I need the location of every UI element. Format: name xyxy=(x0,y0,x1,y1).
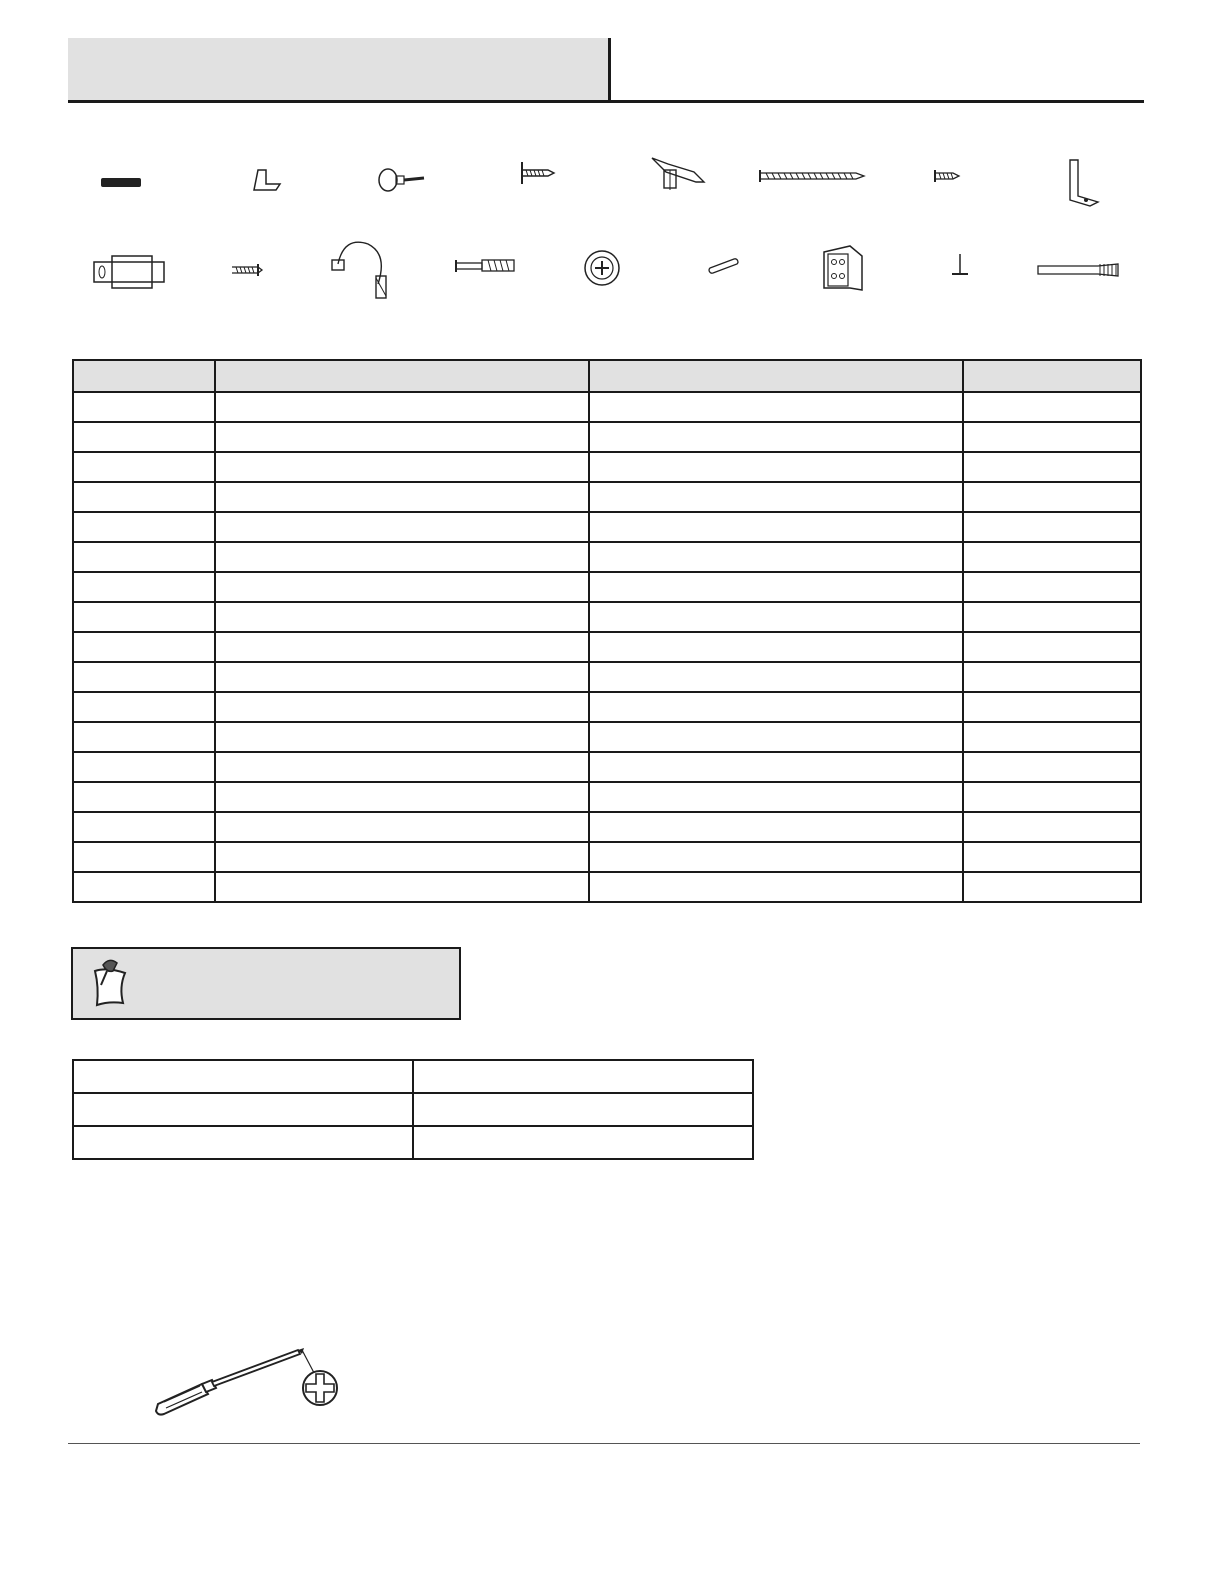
small-screw-icon xyxy=(932,168,962,184)
table-cell xyxy=(589,782,963,812)
table-cell xyxy=(73,572,215,602)
tiny-screw-icon xyxy=(230,264,264,276)
table-cell xyxy=(963,842,1141,872)
short-screw-icon xyxy=(518,160,558,186)
note-pin-icon xyxy=(87,955,137,1011)
knob-icon xyxy=(378,166,428,196)
table-cell xyxy=(73,812,215,842)
table-row xyxy=(73,842,1141,872)
table-cell xyxy=(73,1126,413,1159)
table-cell xyxy=(413,1093,753,1126)
table-cell xyxy=(215,392,589,422)
table-cell xyxy=(589,722,963,752)
header-rule xyxy=(68,100,1144,103)
table-cell xyxy=(73,482,215,512)
table-cell xyxy=(413,1060,753,1093)
table-cell xyxy=(963,512,1141,542)
table-row xyxy=(73,872,1141,902)
table-cell xyxy=(589,542,963,572)
hinge-icon xyxy=(648,154,708,194)
table-row xyxy=(73,722,1141,752)
table-cell xyxy=(963,722,1141,752)
table-row xyxy=(73,452,1141,482)
table-cell xyxy=(963,662,1141,692)
header-divider xyxy=(608,38,611,102)
table-cell xyxy=(589,392,963,422)
table-cell xyxy=(73,452,215,482)
table-cell xyxy=(215,752,589,782)
table-cell xyxy=(215,842,589,872)
table-row xyxy=(73,632,1141,662)
table-cell xyxy=(215,542,589,572)
table-cell xyxy=(73,602,215,632)
table-cell xyxy=(215,512,589,542)
table-cell xyxy=(963,452,1141,482)
table-cell xyxy=(963,782,1141,812)
table-cell xyxy=(73,842,215,872)
table-row xyxy=(73,1126,753,1159)
table-row xyxy=(73,482,1141,512)
table-cell xyxy=(73,1093,413,1126)
table-cell xyxy=(589,602,963,632)
table-cell xyxy=(215,452,589,482)
table-cell xyxy=(73,542,215,572)
nail-icon xyxy=(950,252,970,280)
table-row xyxy=(73,602,1141,632)
table-cell xyxy=(963,692,1141,722)
table-cell xyxy=(589,632,963,662)
table-row xyxy=(73,812,1141,842)
table-row xyxy=(73,752,1141,782)
table-cell xyxy=(73,1060,413,1093)
cam-lock-icon xyxy=(582,248,622,288)
header-cell-description-2 xyxy=(589,360,963,392)
long-screw-icon xyxy=(758,168,868,184)
table-cell xyxy=(589,452,963,482)
table-row xyxy=(73,392,1141,422)
table-cell xyxy=(963,632,1141,662)
table-cell xyxy=(215,782,589,812)
table-cell xyxy=(73,782,215,812)
hardware-row-2 xyxy=(68,238,1144,308)
table-cell xyxy=(73,392,215,422)
shelf-pin-icon xyxy=(248,166,288,194)
table-cell xyxy=(215,602,589,632)
table-cell xyxy=(73,512,215,542)
table-cell xyxy=(215,482,589,512)
table-row xyxy=(73,1093,753,1126)
anchor-icon xyxy=(1036,262,1122,278)
footer-rule xyxy=(68,1443,1140,1444)
table-row xyxy=(73,422,1141,452)
table-cell xyxy=(589,812,963,842)
header-cell-description xyxy=(215,360,589,392)
table-cell xyxy=(589,872,963,902)
table-cell xyxy=(589,572,963,602)
table-row xyxy=(73,572,1141,602)
table-cell xyxy=(589,662,963,692)
table-cell xyxy=(215,572,589,602)
table-cell xyxy=(963,392,1141,422)
table-cell xyxy=(215,632,589,662)
table-cell xyxy=(73,872,215,902)
table-row xyxy=(73,542,1141,572)
table-row xyxy=(73,662,1141,692)
parts-table-header xyxy=(73,360,1141,392)
anti-tip-strap-icon xyxy=(328,238,392,302)
table-cell xyxy=(73,692,215,722)
table-cell xyxy=(215,722,589,752)
phillips-screwdriver-icon xyxy=(150,1342,350,1422)
table-row xyxy=(73,692,1141,722)
hardware-row-1 xyxy=(68,150,1144,220)
table-cell xyxy=(215,812,589,842)
dowel-icon xyxy=(100,176,144,190)
table-row xyxy=(73,1060,753,1093)
table-cell xyxy=(215,422,589,452)
magnetic-catch-icon xyxy=(90,248,170,294)
bolt-icon xyxy=(454,258,516,274)
table-cell xyxy=(963,542,1141,572)
table-cell xyxy=(73,422,215,452)
corner-block-icon xyxy=(820,242,866,294)
table-cell xyxy=(963,872,1141,902)
table-cell xyxy=(73,752,215,782)
table-cell xyxy=(589,692,963,722)
table-cell xyxy=(963,752,1141,782)
table-row xyxy=(73,512,1141,542)
table-cell xyxy=(215,662,589,692)
parts-table xyxy=(72,359,1142,903)
table-cell xyxy=(963,572,1141,602)
table-cell xyxy=(215,872,589,902)
table-cell xyxy=(589,422,963,452)
table-cell xyxy=(589,842,963,872)
table-cell xyxy=(963,812,1141,842)
header-cell-part xyxy=(73,360,215,392)
connector-plate-icon xyxy=(706,256,740,272)
table-cell xyxy=(73,722,215,752)
table-cell xyxy=(215,692,589,722)
table-row xyxy=(73,782,1141,812)
table-cell xyxy=(963,422,1141,452)
table-cell xyxy=(73,662,215,692)
spec-table xyxy=(72,1059,754,1160)
l-bracket-icon xyxy=(1066,158,1102,208)
header-title-box xyxy=(68,38,608,101)
table-cell xyxy=(413,1126,753,1159)
table-cell xyxy=(963,602,1141,632)
table-cell xyxy=(589,752,963,782)
table-cell xyxy=(73,632,215,662)
note-box xyxy=(71,947,461,1020)
header-cell-quantity xyxy=(963,360,1141,392)
table-cell xyxy=(963,482,1141,512)
table-cell xyxy=(589,482,963,512)
table-cell xyxy=(589,512,963,542)
